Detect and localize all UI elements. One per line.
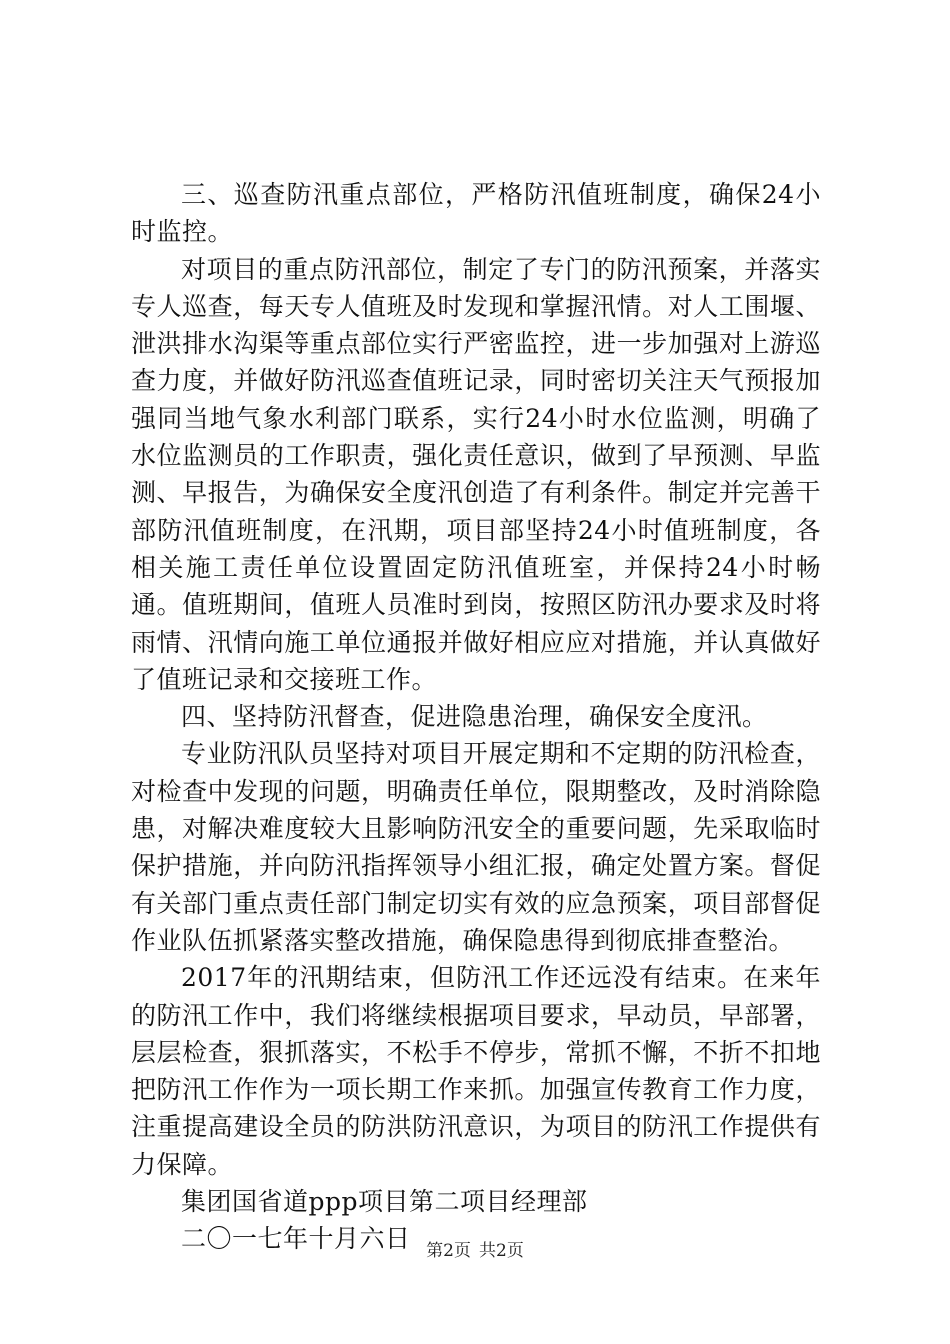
paragraph-conclusion: 2017年的汛期结束，但防汛工作还远没有结束。在来年的防汛工作中，我们将继续根据项目要求，早动员，早部署，层层检查，狠抓落实，不松手不停步，常抓不懈，不折不扣地把防汛工作作为一项长期工作来抓。加强宣传教育工作力度，注重提高建设全员的防洪防汛意识，为项目的防汛工作提供有力保障。: [131, 963, 821, 1179]
page-total: 共2页: [479, 1241, 524, 1261]
signature-date: 二〇一七年十月六日: [181, 1224, 411, 1254]
section-heading-inspection: 四、坚持防汛督查，促进隐患治理，确保安全度汛。: [181, 702, 768, 732]
section-heading-patrol: 三、巡查防汛重点部位，严格防汛值班制度，确保24小时监控。: [131, 180, 821, 247]
paragraph-patrol-details: 对项目的重点防汛部位，制定了专门的防汛预案，并落实专人巡查，每天专人值班及时发现和掌握汛情。对人工围堰、泄洪排水沟渠等重点部位实行严密监控，进一步加强对上游巡查力度，并做好防汛巡查值班记录，同时密切关注天气预报加强同当地气象水利部门联系，实行24小时水位监测，明确了水位监测员的工作职责，强化责任意识，做到了早预测、早监测、早报告，为确保安全度汛创造了有利条件。制定并完善干部防汛值班制度，在汛期，项目部坚持24小时值班制度，各相关施工责任单位设置固定防汛值班室，并保持24小时畅通。值班期间，值班人员准时到岗，按照区防汛办要求及时将雨情、汛情向施工单位通报并做好相应应对措施，并认真做好了值班记录和交接班工作。: [131, 254, 821, 694]
page-number: 第2页: [426, 1241, 471, 1261]
page-footer: [0, 1240, 950, 1262]
paragraph-inspection-details: 专业防汛队员坚持对项目开展定期和不定期的防汛检查，对检查中发现的问题，明确责任单位，限期整改，及时消除隐患，对解决难度较大且影响防汛安全的重要问题，先采取临时保护措施，并向防汛指挥领导小组汇报，确定处置方案。督促有关部门重点责任部门制定切实有效的应急预案，项目部督促作业队伍抓紧落实整改措施，确保隐患得到彻底排查整治。: [131, 739, 821, 955]
signature-organization: 集团国省道ppp项目第二项目经理部: [181, 1187, 588, 1217]
document-body: [131, 176, 821, 1258]
